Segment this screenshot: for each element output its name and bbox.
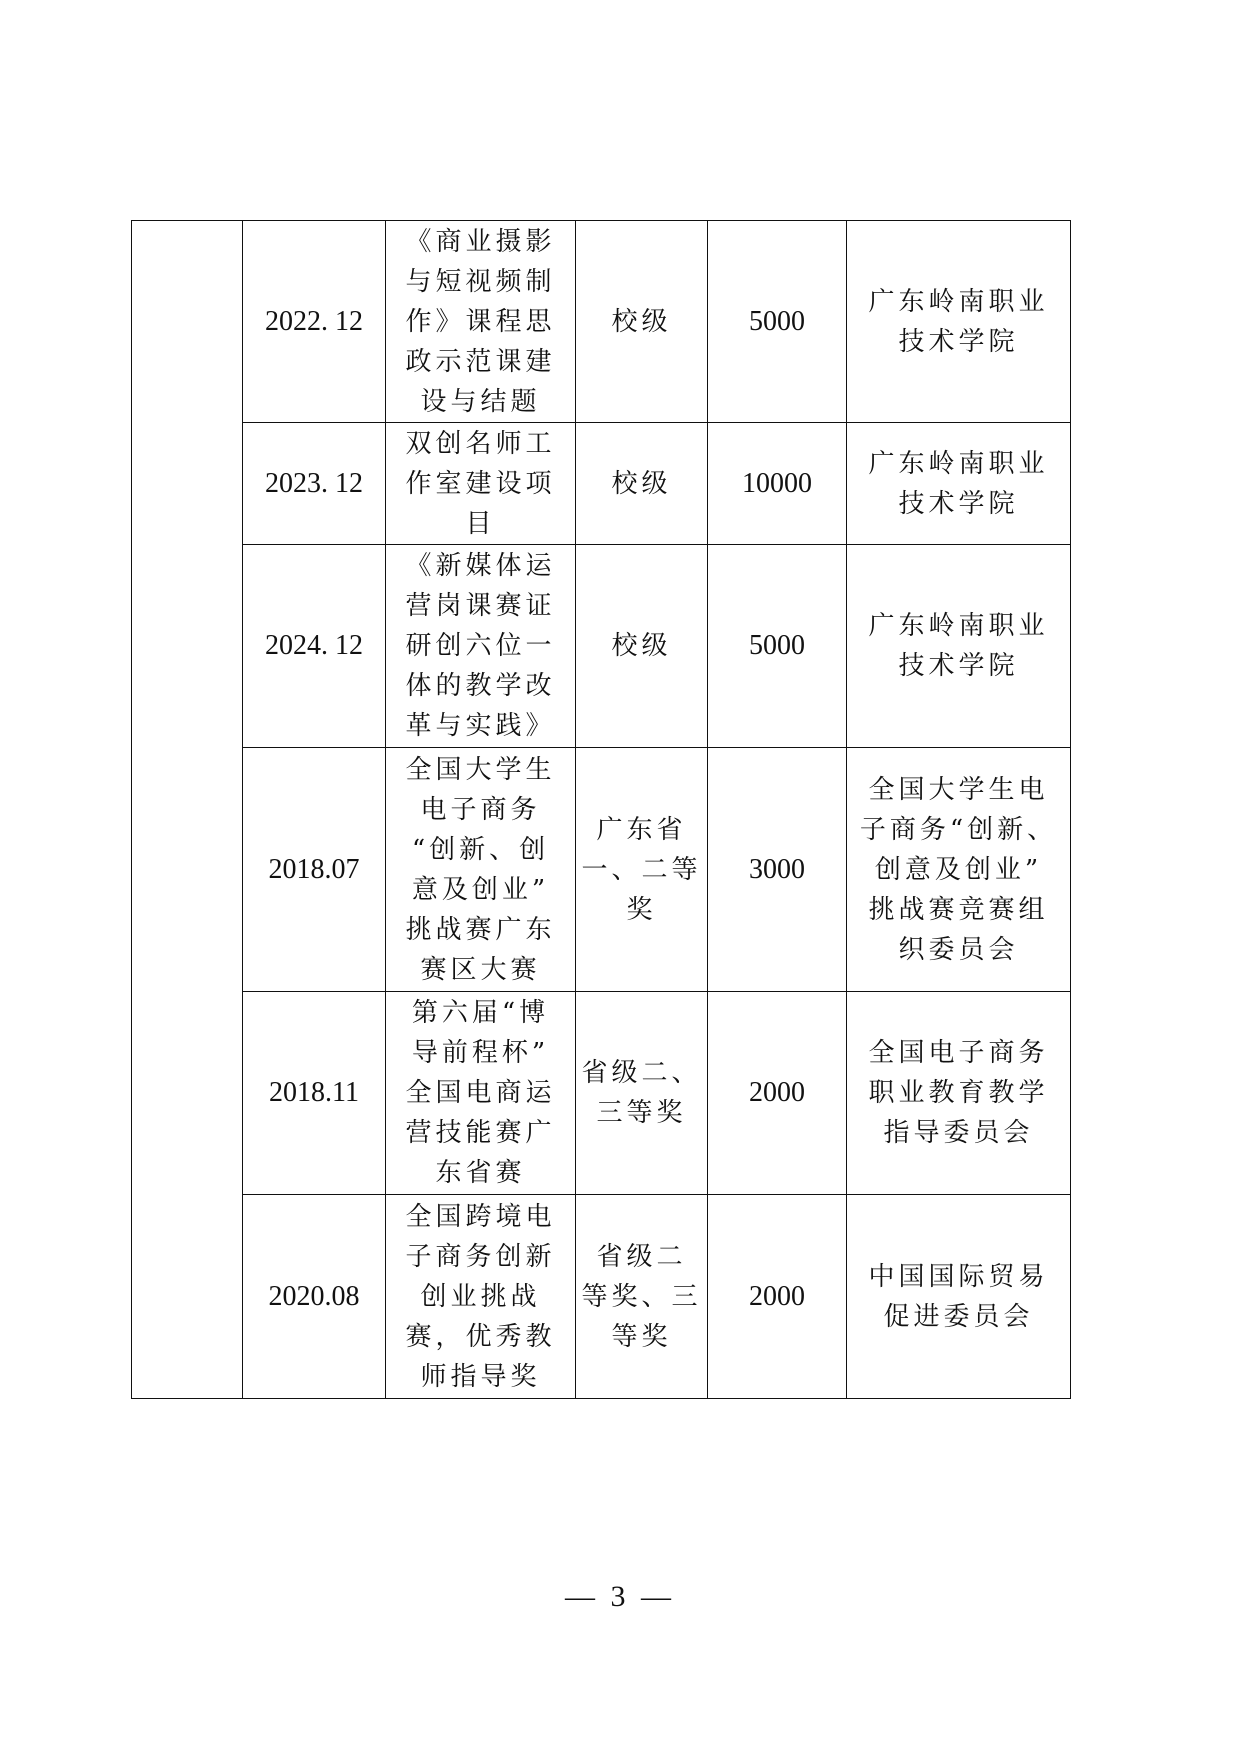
- project-cell: 第六届“博 导前程杯” 全国电商运 营技能赛广 东省赛: [386, 992, 576, 1195]
- amount-cell: 3000: [708, 748, 847, 992]
- table-row: [132, 221, 1071, 423]
- level-cell: 省级二 等奖、三 等奖: [576, 1195, 708, 1399]
- awards-table: [131, 220, 1071, 1399]
- project-cell: 《新媒体运 营岗课赛证 研创六位一 体的教学改 革与实践》: [386, 545, 576, 748]
- amount-cell: 5000: [708, 545, 847, 748]
- date-cell: 2022. 12: [243, 221, 386, 423]
- level-cell: 校级: [576, 221, 708, 423]
- amount-cell: 5000: [708, 221, 847, 423]
- table-row: [132, 992, 1071, 1195]
- amount-cell: 2000: [708, 992, 847, 1195]
- issuer-cell: 全国电子商务 职业教育教学 指导委员会: [847, 992, 1071, 1195]
- page-number: — 3 —: [565, 1580, 675, 1613]
- category-cell: [132, 221, 243, 1399]
- issuer-cell: 广东岭南职业 技术学院: [847, 545, 1071, 748]
- table-row: [132, 423, 1071, 545]
- date-cell: 2020.08: [243, 1195, 386, 1399]
- amount-cell: 10000: [708, 423, 847, 545]
- level-cell: 校级: [576, 545, 708, 748]
- table-row: [132, 748, 1071, 992]
- table-row: [132, 1195, 1071, 1399]
- amount-cell: 2000: [708, 1195, 847, 1399]
- date-cell: 2018.11: [243, 992, 386, 1195]
- level-cell: 校级: [576, 423, 708, 545]
- project-cell: 双创名师工 作室建设项 目: [386, 423, 576, 545]
- level-cell: 广东省 一、二等 奖: [576, 748, 708, 992]
- date-cell: 2023. 12: [243, 423, 386, 545]
- issuer-cell: 广东岭南职业 技术学院: [847, 221, 1071, 423]
- date-cell: 2018.07: [243, 748, 386, 992]
- issuer-cell: 广东岭南职业 技术学院: [847, 423, 1071, 545]
- project-cell: 全国大学生 电子商务 “创新、创 意及创业” 挑战赛广东 赛区大赛: [386, 748, 576, 992]
- issuer-cell: 中国国际贸易 促进委员会: [847, 1195, 1071, 1399]
- level-cell: 省级二、 三等奖: [576, 992, 708, 1195]
- project-cell: 全国跨境电 子商务创新 创业挑战 赛，优秀教 师指导奖: [386, 1195, 576, 1399]
- project-cell: 《商业摄影 与短视频制 作》课程思 政示范课建 设与结题: [386, 221, 576, 423]
- issuer-cell: 全国大学生电 子商务“创新、 创意及创业” 挑战赛竞赛组 织委员会: [847, 748, 1071, 992]
- table-row: [132, 545, 1071, 748]
- date-cell: 2024. 12: [243, 545, 386, 748]
